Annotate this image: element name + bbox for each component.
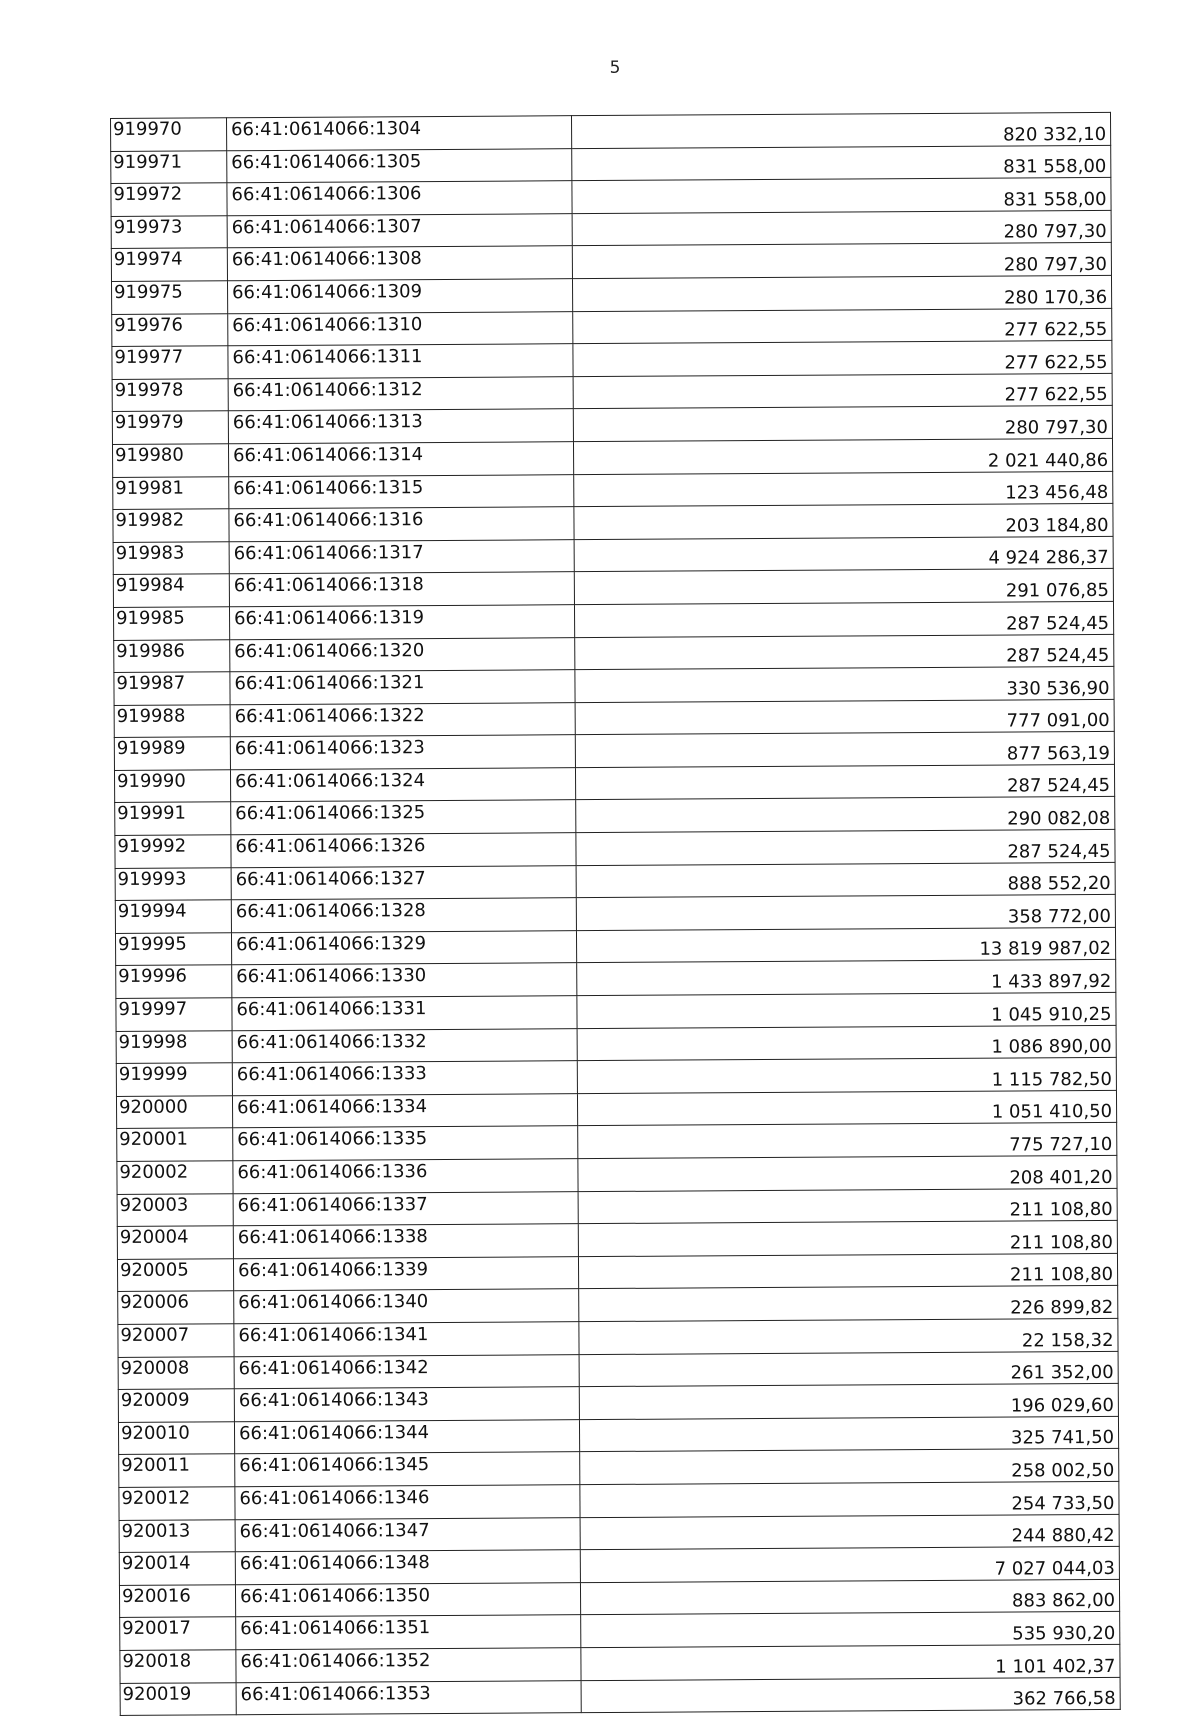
cadastral-value-cell: 883 862,00: [580, 1579, 1119, 1615]
cadastral-value-cell: 7 027 044,03: [580, 1546, 1119, 1582]
cadastral-number-cell: 66:41:0614066:1310: [228, 311, 573, 346]
record-number-cell: 919999: [116, 1063, 232, 1096]
cadastral-number-cell: 66:41:0614066:1341: [234, 1322, 579, 1357]
cadastral-value-cell: 1 086 890,00: [577, 1025, 1116, 1061]
cadastral-value-cell: 244 880,42: [580, 1514, 1119, 1550]
record-number-cell: 919971: [111, 150, 227, 183]
record-number-cell: 920017: [120, 1617, 236, 1650]
cadastral-number-cell: 66:41:0614066:1318: [229, 572, 574, 607]
cadastral-value-cell: 290 082,08: [576, 797, 1115, 833]
cadastral-number-cell: 66:41:0614066:1311: [228, 344, 573, 379]
cadastral-number-cell: 66:41:0614066:1347: [235, 1517, 580, 1552]
record-number-cell: 919991: [115, 802, 231, 835]
cadastral-number-cell: 66:41:0614066:1314: [228, 442, 573, 477]
cadastral-value-cell: 358 772,00: [576, 895, 1115, 931]
record-number-cell: 919984: [113, 574, 229, 607]
cadastral-number-cell: 66:41:0614066:1334: [232, 1093, 577, 1128]
record-number-cell: 919983: [113, 541, 229, 574]
cadastral-value-cell: 280 797,30: [572, 243, 1111, 279]
record-number-cell: 919979: [112, 411, 228, 444]
cadastral-number-cell: 66:41:0614066:1306: [227, 181, 572, 216]
record-number-cell: 919990: [114, 770, 230, 803]
record-number-cell: 919978: [112, 379, 228, 412]
cadastral-number-cell: 66:41:0614066:1335: [233, 1126, 578, 1161]
record-number-cell: 920003: [117, 1193, 233, 1226]
record-number-cell: 919988: [114, 704, 230, 737]
cadastral-value-cell: 277 622,55: [573, 308, 1112, 344]
cadastral-value-cell: 1 045 910,25: [577, 992, 1116, 1028]
cadastral-value-cell: 211 108,80: [578, 1221, 1117, 1257]
cadastral-number-cell: 66:41:0614066:1331: [232, 996, 577, 1031]
record-number-cell: 920004: [117, 1226, 233, 1259]
cadastral-number-cell: 66:41:0614066:1343: [234, 1387, 579, 1422]
record-number-cell: 920012: [119, 1487, 235, 1520]
record-number-cell: 919977: [112, 346, 228, 379]
record-number-cell: 919996: [116, 965, 232, 998]
cadastral-number-cell: 66:41:0614066:1307: [227, 213, 572, 248]
cadastral-value-cell: 535 930,20: [581, 1612, 1120, 1648]
cadastral-value-cell: 258 002,50: [580, 1449, 1119, 1485]
cadastral-value-cell: 196 029,60: [579, 1384, 1118, 1420]
record-number-cell: 919992: [115, 835, 231, 868]
cadastral-value-cell: 277 622,55: [573, 341, 1112, 377]
record-number-cell: 919982: [113, 509, 229, 542]
cadastral-value-cell: 777 091,00: [575, 699, 1114, 735]
table-row: [120, 1677, 1120, 1716]
cadastral-value-cell: 325 741,50: [579, 1416, 1118, 1452]
record-number-cell: 919972: [111, 183, 227, 216]
cadastral-number-cell: 66:41:0614066:1346: [235, 1485, 580, 1520]
record-number-cell: 920007: [118, 1324, 234, 1357]
cadastral-value-cell: 254 733,50: [580, 1481, 1119, 1517]
cadastral-number-cell: 66:41:0614066:1344: [234, 1419, 579, 1454]
cadastral-value-cell: 362 766,58: [581, 1677, 1120, 1713]
record-number-cell: 919975: [111, 281, 227, 314]
record-number-cell: 919994: [115, 900, 231, 933]
page-number: 5: [609, 58, 621, 78]
cadastral-value-cell: 287 524,45: [575, 764, 1114, 800]
cadastral-value-cell: 877 563,19: [575, 732, 1114, 768]
cadastral-number-cell: 66:41:0614066:1345: [235, 1452, 580, 1487]
cadastral-value-cell: 280 797,30: [573, 406, 1112, 442]
cadastral-number-cell: 66:41:0614066:1338: [233, 1224, 578, 1259]
cadastral-value-cell: 1 051 410,50: [577, 1090, 1116, 1126]
record-number-cell: 920019: [120, 1682, 236, 1715]
cadastral-number-cell: 66:41:0614066:1322: [230, 702, 575, 737]
cadastral-value-cell: 775 727,10: [578, 1123, 1117, 1159]
cadastral-number-cell: 66:41:0614066:1308: [227, 246, 572, 281]
cadastral-value-cell: 208 401,20: [578, 1155, 1117, 1191]
record-number-cell: 920013: [119, 1519, 235, 1552]
record-number-cell: 919989: [114, 737, 230, 770]
cadastral-value-cell: 291 076,85: [574, 569, 1113, 605]
record-number-cell: 919981: [113, 476, 229, 509]
record-number-cell: 919973: [111, 216, 227, 249]
cadastral-number-cell: 66:41:0614066:1350: [235, 1582, 580, 1617]
cadastral-number-cell: 66:41:0614066:1332: [232, 1028, 577, 1063]
cadastral-number-cell: 66:41:0614066:1351: [236, 1615, 581, 1650]
record-number-cell: 920001: [117, 1128, 233, 1161]
cadastral-number-cell: 66:41:0614066:1304: [227, 116, 572, 151]
cadastral-number-cell: 66:41:0614066:1329: [231, 931, 576, 966]
record-number-cell: 919987: [114, 672, 230, 705]
cadastral-value-cell: 280 797,30: [572, 210, 1111, 246]
cadastral-number-cell: 66:41:0614066:1352: [236, 1648, 581, 1683]
record-number-cell: 920002: [117, 1161, 233, 1194]
record-number-cell: 919980: [112, 444, 228, 477]
record-number-cell: 920006: [118, 1291, 234, 1324]
cadastral-number-cell: 66:41:0614066:1327: [231, 865, 576, 900]
cadastral-number-cell: 66:41:0614066:1333: [232, 1061, 577, 1096]
cadastral-value-cell: 203 184,80: [574, 504, 1113, 540]
cadastral-number-cell: 66:41:0614066:1353: [236, 1680, 581, 1715]
cadastral-number-cell: 66:41:0614066:1305: [227, 148, 572, 183]
record-number-cell: 919985: [113, 607, 229, 640]
cadastral-value-cell: 287 524,45: [576, 829, 1115, 865]
cadastral-value-cell: 330 536,90: [575, 666, 1114, 702]
cadastral-value-cell: 211 108,80: [578, 1253, 1117, 1289]
cadastral-value-cell: 820 332,10: [571, 112, 1110, 148]
cadastral-number-cell: 66:41:0614066:1324: [230, 768, 575, 803]
cadastral-value-cell: 831 558,00: [572, 178, 1111, 214]
cadastral-value-cell: 1 101 402,37: [581, 1644, 1120, 1680]
cadastral-number-cell: 66:41:0614066:1330: [232, 963, 577, 998]
cadastral-value-cell: 4 924 286,37: [574, 536, 1113, 572]
cadastral-number-cell: 66:41:0614066:1336: [233, 1159, 578, 1194]
record-number-cell: 920005: [117, 1259, 233, 1292]
cadastral-number-cell: 66:41:0614066:1320: [230, 637, 575, 672]
cadastral-value-cell: 22 158,32: [579, 1318, 1118, 1354]
record-number-cell: 919970: [111, 118, 227, 151]
cadastral-value-cell: 280 170,36: [572, 275, 1111, 311]
cadastral-value-cell: 287 524,45: [574, 601, 1113, 637]
record-number-cell: 920008: [118, 1356, 234, 1389]
cadastral-value-cell: 277 622,55: [573, 373, 1112, 409]
cadastral-value-cell: 831 558,00: [572, 145, 1111, 181]
record-number-cell: 919998: [116, 1030, 232, 1063]
record-number-cell: 919993: [115, 867, 231, 900]
cadastral-number-cell: 66:41:0614066:1328: [231, 898, 576, 933]
cadastral-number-cell: 66:41:0614066:1342: [234, 1354, 579, 1389]
cadastral-value-cell: 287 524,45: [575, 634, 1114, 670]
cadastral-value-cell: 123 456,48: [574, 471, 1113, 507]
cadastral-number-cell: 66:41:0614066:1316: [229, 507, 574, 542]
cadastral-number-cell: 66:41:0614066:1309: [227, 279, 572, 314]
cadastral-value-cell: 226 899,82: [579, 1286, 1118, 1322]
cadastral-number-cell: 66:41:0614066:1319: [229, 605, 574, 640]
record-number-cell: 920018: [120, 1650, 236, 1683]
cadastral-number-cell: 66:41:0614066:1323: [230, 735, 575, 770]
record-number-cell: 919995: [115, 933, 231, 966]
cadastral-number-cell: 66:41:0614066:1321: [230, 670, 575, 705]
cadastral-value-cell: 1 115 782,50: [577, 1058, 1116, 1094]
cadastral-value-cell: 1 433 897,92: [577, 960, 1116, 996]
record-number-cell: 920009: [118, 1389, 234, 1422]
cadastral-number-cell: 66:41:0614066:1326: [231, 833, 576, 868]
record-number-cell: 919976: [112, 313, 228, 346]
cadastral-number-cell: 66:41:0614066:1313: [228, 409, 573, 444]
cadastral-number-cell: 66:41:0614066:1315: [229, 474, 574, 509]
cadastral-value-cell: 261 352,00: [579, 1351, 1118, 1387]
cadastral-number-cell: 66:41:0614066:1340: [234, 1289, 579, 1324]
cadastral-value-cell: 211 108,80: [578, 1188, 1117, 1224]
table-body: [111, 112, 1121, 1715]
cadastral-value-cell: 13 819 987,02: [576, 927, 1115, 963]
cadastral-value-cell: 888 552,20: [576, 862, 1115, 898]
cadastral-number-cell: 66:41:0614066:1339: [233, 1256, 578, 1291]
record-number-cell: 920011: [119, 1454, 235, 1487]
cadastral-value-table: [110, 112, 1121, 1716]
record-number-cell: 920010: [118, 1422, 234, 1455]
cadastral-number-cell: 66:41:0614066:1348: [235, 1550, 580, 1585]
record-number-cell: 920000: [116, 1096, 232, 1129]
record-number-cell: 919974: [111, 248, 227, 281]
cadastral-value-cell: 2 021 440,86: [573, 438, 1112, 474]
record-number-cell: 919986: [114, 639, 230, 672]
record-number-cell: 919997: [116, 998, 232, 1031]
cadastral-number-cell: 66:41:0614066:1317: [229, 539, 574, 574]
record-number-cell: 920016: [119, 1584, 235, 1617]
cadastral-number-cell: 66:41:0614066:1312: [228, 376, 573, 411]
cadastral-number-cell: 66:41:0614066:1325: [231, 800, 576, 835]
record-number-cell: 920014: [119, 1552, 235, 1585]
cadastral-number-cell: 66:41:0614066:1337: [233, 1191, 578, 1226]
